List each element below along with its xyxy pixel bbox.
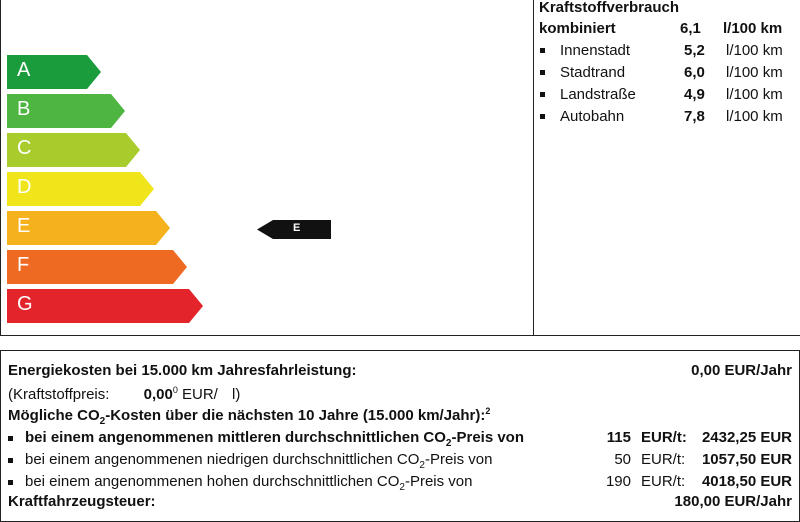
list-bullet-icon — [540, 114, 545, 119]
co2-row-pre: bei einem angenommenen niedrigen durchschnittlichen CO — [25, 451, 420, 468]
consumption-heading: Kraftstoffverbrauch — [539, 0, 680, 16]
co2-row-price: 190 — [605, 473, 631, 490]
co2-row-price: 50 — [614, 451, 631, 468]
efficiency-panel — [0, 0, 535, 336]
efficiency-bar-label: A — [17, 59, 31, 81]
combined-unit: l/100 km — [723, 20, 783, 37]
consumption-item-unit: l/100 km — [726, 86, 783, 103]
co2-row-pre: bei einem angenommenen hohen durchschnittlichen CO — [25, 473, 400, 490]
consumption-item-label: Landstraße — [560, 86, 636, 103]
efficiency-bar-e — [7, 211, 170, 245]
co2-row-unit: EUR/t: — [641, 473, 686, 490]
co2-heading-sub: 2 — [99, 416, 106, 427]
efficiency-bar-label: E — [17, 215, 31, 237]
consumption-item-label: Innenstadt — [560, 42, 631, 59]
efficiency-bar-label: B — [17, 98, 31, 120]
efficiency-bar-d — [7, 172, 154, 206]
fuel-price-label: (Kraftstoffpreis: — [8, 386, 110, 403]
co2-cost-row — [8, 473, 473, 493]
fuel-price-sup: 0 — [172, 385, 178, 395]
co2-row-value: 2432,25 EUR — [701, 429, 792, 446]
efficiency-bar-label: C — [17, 137, 32, 159]
fuel-price-line — [8, 385, 240, 403]
list-bullet-icon — [540, 48, 545, 53]
co2-heading-sup: 2 — [485, 406, 491, 416]
co2-row-sub: 2 — [419, 460, 425, 471]
efficiency-bar-f — [7, 250, 187, 284]
co2-row-sub: 2 — [445, 438, 452, 449]
consumption-item-value: 7,8 — [684, 108, 705, 125]
consumption-item-value: 4,9 — [684, 86, 705, 103]
consumption-item-unit: l/100 km — [726, 108, 783, 125]
efficiency-bar-b — [7, 94, 125, 128]
efficiency-bar-label: F — [17, 254, 30, 276]
efficiency-class-pointer — [257, 220, 331, 239]
consumption-item-label: Autobahn — [560, 108, 625, 125]
fuel-price-end: l) — [232, 386, 241, 403]
consumption-item-unit: l/100 km — [726, 42, 783, 59]
co2-row-value: 4018,50 EUR — [701, 473, 792, 490]
list-bullet-icon — [8, 436, 13, 441]
energy-cost-value: 0,00 EUR/Jahr — [691, 362, 792, 379]
consumption-item-unit: l/100 km — [726, 64, 783, 81]
co2-row-value: 1057,50 EUR — [701, 451, 792, 468]
list-bullet-icon — [540, 70, 545, 75]
vehicle-tax-label: Kraftfahrzeugsteuer: — [8, 493, 156, 510]
efficiency-bar-label: D — [17, 176, 32, 198]
vehicle-tax-value: 180,00 EUR/Jahr — [674, 493, 792, 510]
pointer-class-label: E — [293, 222, 301, 234]
consumption-item-label: Stadtrand — [560, 64, 626, 81]
co2-row-unit: EUR/t: — [641, 451, 686, 468]
co2-cost-heading — [8, 406, 490, 427]
co2-heading-post: -Kosten über die nächsten 10 Jahre (15.000 km/Jahr): — [105, 407, 486, 424]
fuel-price-unit: EUR/ — [182, 386, 218, 403]
co2-cost-row — [8, 429, 524, 449]
efficiency-bar-c — [7, 133, 140, 167]
consumption-panel — [533, 0, 800, 336]
co2-row-price: 115 — [606, 429, 631, 446]
combined-label: kombiniert — [539, 20, 616, 37]
energy-cost-label: Energiekosten bei 15.000 km Jahresfahrleistung: — [8, 362, 357, 379]
costs-panel — [0, 350, 800, 522]
list-bullet-icon — [540, 92, 545, 97]
fuel-price-value: 0,00 — [143, 386, 173, 403]
co2-row-sub: 2 — [399, 482, 405, 493]
co2-heading-pre: Mögliche CO — [8, 407, 100, 424]
consumption-item-value: 5,2 — [684, 42, 705, 59]
co2-row-post: -Preis von — [424, 451, 493, 468]
co2-row-post: -Preis von — [451, 429, 525, 446]
efficiency-bar-g — [7, 289, 203, 323]
list-bullet-icon — [8, 458, 13, 463]
consumption-item-value: 6,0 — [684, 64, 705, 81]
co2-row-unit: EUR/t: — [641, 429, 687, 446]
list-bullet-icon — [8, 480, 13, 485]
efficiency-bar-label: G — [17, 293, 33, 315]
co2-cost-row — [8, 451, 493, 471]
co2-row-post: -Preis von — [404, 473, 473, 490]
efficiency-bar-a — [7, 55, 101, 89]
co2-row-pre: bei einem angenommenen mittleren durchschnittlichen CO — [25, 429, 446, 446]
combined-value: 6,1 — [680, 20, 701, 37]
